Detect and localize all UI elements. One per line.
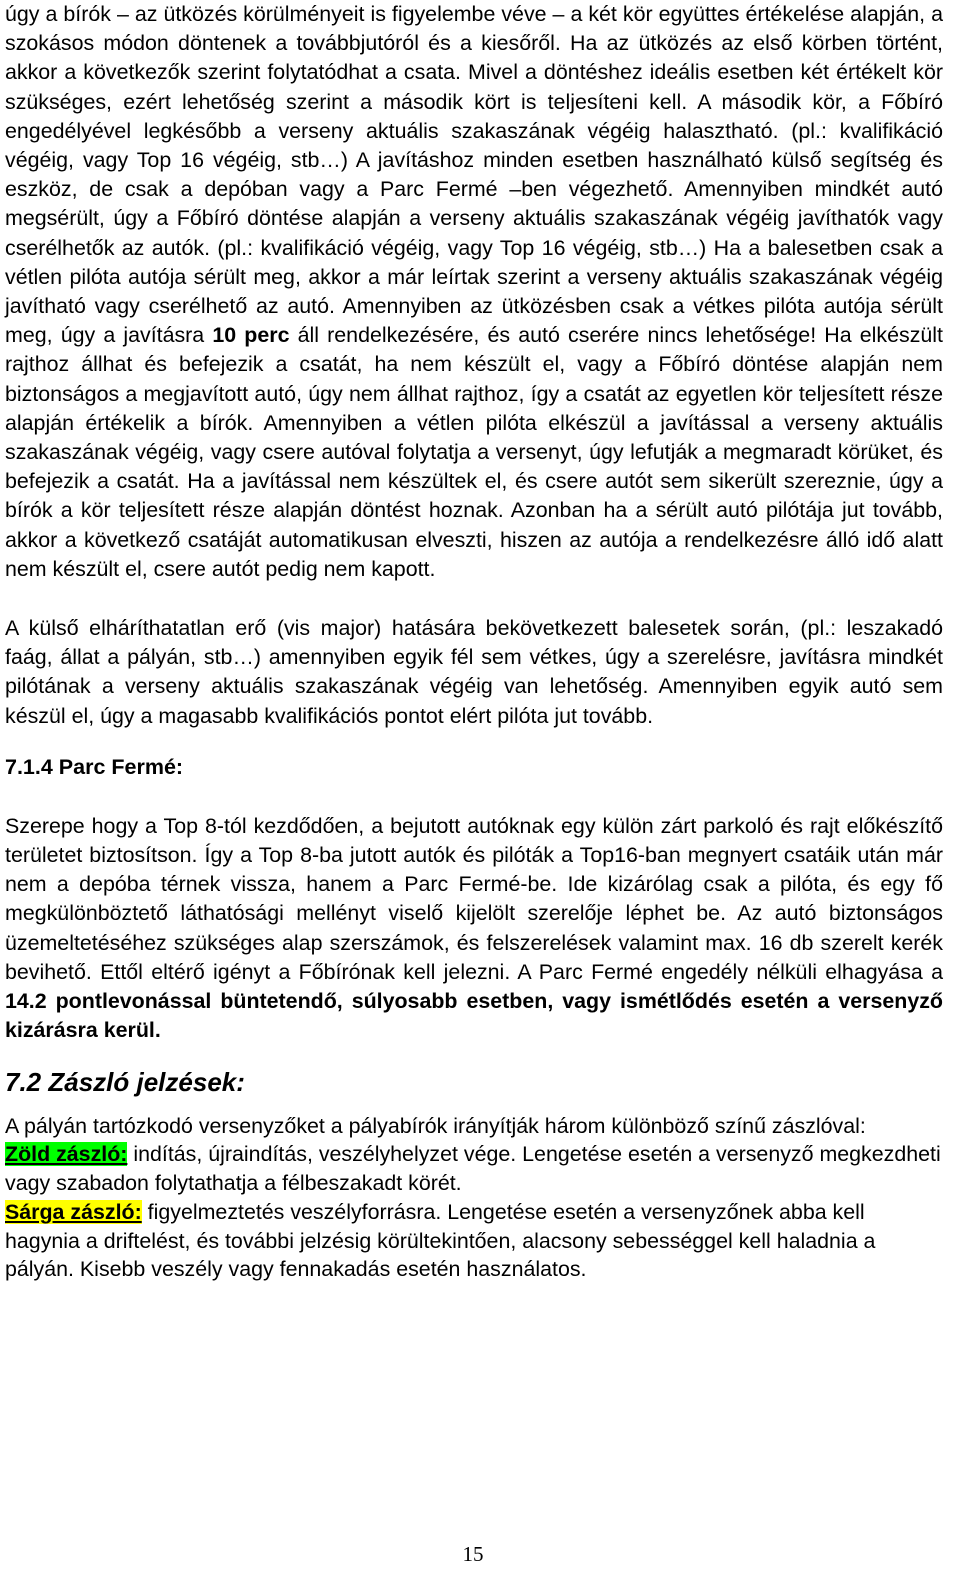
green-flag-text: indítás, újraindítás, veszélyhelyzet vége. Lengetése esetén a versenyző megkezdheti vagy szabadon folytathatja a félbeszakadt körét.	[5, 1142, 941, 1196]
flag-signals-section	[5, 1112, 943, 1285]
parc-ferme-heading: 7.1.4 Parc Fermé:	[5, 754, 184, 779]
yellow-flag-item	[5, 1198, 943, 1284]
green-flag-item	[5, 1140, 943, 1198]
collision-bold-time: 10 perc	[212, 323, 290, 348]
collision-paragraph	[5, 0, 943, 584]
flags-intro: A pályán tartózkodó versenyzőket a pályabírók irányítják három különböző színű zászlóval:	[5, 1113, 866, 1138]
page-number: 15	[462, 1542, 484, 1566]
flag-signals-heading: 7.2 Zászló jelzések:	[5, 1066, 245, 1097]
collision-text-1: úgy a bírók – az ütközés körülményeit is figyelembe véve – a két kör együttes értékelése alapján, a szokásos módon döntenek a továbbjutóról és a kiesőről. Ha az ütközés az első körben történt, akkor a következők szerint folytatódhat a csata. Mivel a döntéshez ideális esetben két értékelt kör szükséges, ezért lehetőség szerint a második kört is teljesíteni kell. A második kör, a Főbíró engedélyével legkésőbb a verseny aktuális szakaszának végéig halasztható. (pl.: kvalifikáció végéig, vagy Top 16 végéig, stb…) A javításhoz minden esetben használható külső segítség és eszköz, de csak a depóban vagy a Parc Fermé –ben végezhető. Amennyiben mindkét autó megsérült, úgy a Főbíró döntése alapján a verseny aktuális szakaszának végéig javíthatók vagy cserélhetők az autók. (pl.: kvalifikáció végéig, vagy Top 16 végéig, stb…) Ha a balesetben csak a vétlen pilóta autója sérült meg, akkor a már leírtak szerint a verseny aktuális szakaszának végéig javítható vagy cserélhető az autó. Amennyiben az ütközésben csak a vétkes pilóta autója sérült meg, úgy a javításra	[5, 2, 943, 348]
parc-ferme-text: Szerepe hogy a Top 8-tól kezdődően, a bejutott autóknak egy külön zárt parkoló és rajt előkészítő területet biztosítson. Így a Top 8-ba jutott autók és pilóták a Top16-ban megnyert csatáik után már nem a depóba térnek vissza, hanem a Parc Fermé-be. Ide kizárólag csak a pilóta, és egy fő megkülönböztető láthatósági mellényt viselő kijelölt szerelője léphet be. Az autó biztonságos üzemeltetéséhez szükséges alap szerszámok, és felszerelések valamint max. 16 db szerelt kerék bevihető. Ettől eltérő igényt a Főbírónak kell jelezni. A Parc Fermé engedély nélküli elhagyása a	[5, 813, 943, 984]
yellow-flag-label: Sárga zászló:	[5, 1199, 142, 1224]
force-majeure-paragraph: A külső elháríthatatlan erő (vis major) hatására bekövetkezett balesetek során, (pl.: leszakadó faág, állat a pályán, stb…) amennyiben egyik fél sem vétkes, úgy a szerelésre, javításra mindkét pilótának a verseny aktuális szakaszának végéig van lehetőség. Amennyiben egyik autó sem készül el, úgy a magasabb kvalifikációs pontot elért pilóta jut tovább.	[5, 616, 943, 728]
parc-ferme-penalty: 14.2 pontlevonással büntetendő, súlyosabb esetben, vagy ismétlődés esetén a versenyző kizárásra kerül.	[5, 989, 943, 1043]
document-page	[5, 0, 943, 1284]
collision-text-2: áll rendelkezésére, és autó cserére nincs lehetősége! Ha elkészült rajthoz állhat és befejezik a csatát, ha nem készült el, vagy a Főbíró döntése alapján nem biztonságos a megjavított autó, úgy nem állhat rajthoz, így a csatát az egyetlen kör teljesített része alapján értékelik a bírók. Amennyiben a vétlen pilóta elkészül a javítással a verseny aktuális szakaszának végéig, vagy csere autóval folytatja a versenyt, úgy lefutják a megmaradt körüket, és befejezik a csatát. Ha a javítással nem készültek el, és csere autót sem sikerült szereznie, úgy a bírók a kör teljesített része alapján döntést hoznak. Azonban ha a sérült autó pilótája jut tovább, akkor a következő csatáját automatikusan elveszti, hiszen az autója a rendelkezésre álló idő alatt nem készült el, csere autót pedig nem kapott.	[5, 323, 943, 581]
green-flag-label: Zöld zászló:	[5, 1142, 128, 1167]
parc-ferme-paragraph	[5, 812, 943, 1046]
yellow-flag-text: figyelmeztetés veszélyforrásra. Lengetése esetén a versenyzőnek abba kell hagynia a driftelést, és további jelzésig körültekintően, alacsony sebességgel kell haladnia a pályán. Kisebb veszély vagy fennakadás esetén használatos.	[5, 1199, 876, 1282]
